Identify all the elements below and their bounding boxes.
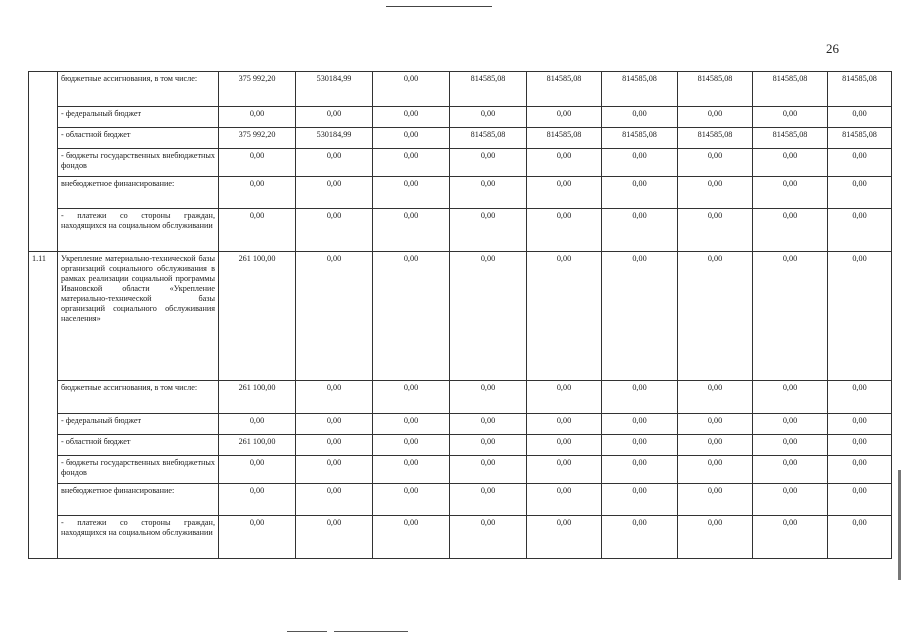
table-row [29, 435, 892, 456]
value-cell: 0,00 [678, 516, 753, 559]
value-cell: 0,00 [602, 435, 678, 456]
table-row [29, 414, 892, 435]
value-cell: 0,00 [219, 456, 296, 484]
value-cell: 0,00 [296, 456, 373, 484]
value-cell: 0,00 [373, 484, 450, 516]
value-cell: 0,00 [753, 252, 828, 381]
value-cell: 0,00 [219, 484, 296, 516]
value-cell: 0,00 [219, 414, 296, 435]
row-label: - областной бюджет [58, 128, 219, 149]
value-cell: 0,00 [373, 149, 450, 177]
value-cell: 0,00 [527, 149, 602, 177]
value-cell: 0,00 [527, 381, 602, 414]
value-cell: 0,00 [678, 177, 753, 209]
value-cell: 0,00 [753, 209, 828, 252]
value-cell: 0,00 [450, 456, 527, 484]
value-cell: 0,00 [527, 414, 602, 435]
value-cell: 0,00 [373, 456, 450, 484]
value-cell: 814585,08 [602, 72, 678, 107]
table-row [29, 516, 892, 559]
value-cell: 814585,08 [450, 72, 527, 107]
value-cell: 0,00 [373, 381, 450, 414]
value-cell: 0,00 [296, 516, 373, 559]
value-cell: 0,00 [450, 177, 527, 209]
value-cell: 530184,99 [296, 128, 373, 149]
table-row [29, 484, 892, 516]
value-cell: 814585,08 [450, 128, 527, 149]
table-row [29, 72, 892, 107]
value-cell: 0,00 [678, 149, 753, 177]
value-cell: 814585,08 [602, 128, 678, 149]
value-cell: 0,00 [602, 516, 678, 559]
value-cell: 0,00 [678, 252, 753, 381]
value-cell: 0,00 [753, 456, 828, 484]
value-cell: 814585,08 [678, 128, 753, 149]
value-cell: 0,00 [828, 177, 892, 209]
value-cell: 0,00 [828, 252, 892, 381]
value-cell: 0,00 [296, 209, 373, 252]
value-cell: 0,00 [828, 381, 892, 414]
value-cell: 0,00 [678, 456, 753, 484]
value-cell: 0,00 [602, 414, 678, 435]
value-cell: 0,00 [602, 381, 678, 414]
budget-table-body [29, 72, 892, 559]
value-cell: 0,00 [296, 414, 373, 435]
row-label: - платежи со стороны граждан, находящихся на социальном обслуживании [58, 209, 219, 252]
table-row [29, 128, 892, 149]
value-cell: 0,00 [373, 128, 450, 149]
value-cell: 814585,08 [678, 72, 753, 107]
footer-rule-left [287, 631, 327, 632]
value-cell: 530184,99 [296, 72, 373, 107]
scan-edge-mark [898, 470, 901, 580]
value-cell: 0,00 [450, 252, 527, 381]
value-cell: 0,00 [373, 252, 450, 381]
value-cell: 0,00 [219, 177, 296, 209]
value-cell: 0,00 [678, 414, 753, 435]
value-cell: 0,00 [602, 149, 678, 177]
row-label: бюджетные ассигнования, в том числе: [58, 72, 219, 107]
value-cell: 0,00 [450, 516, 527, 559]
value-cell: 0,00 [527, 177, 602, 209]
value-cell: 0,00 [828, 414, 892, 435]
value-cell: 0,00 [527, 209, 602, 252]
header-rule [386, 6, 492, 7]
value-cell: 0,00 [602, 456, 678, 484]
value-cell: 0,00 [296, 252, 373, 381]
value-cell: 0,00 [373, 177, 450, 209]
table-row [29, 149, 892, 177]
value-cell: 375 992,20 [219, 128, 296, 149]
value-cell: 0,00 [602, 484, 678, 516]
value-cell: 0,00 [753, 381, 828, 414]
value-cell: 0,00 [219, 516, 296, 559]
page-number: 26 [826, 41, 839, 56]
value-cell: 0,00 [219, 149, 296, 177]
row-index [29, 72, 58, 252]
value-cell: 261 100,00 [219, 252, 296, 381]
value-cell: 0,00 [450, 435, 527, 456]
value-cell: 375 992,20 [219, 72, 296, 107]
table-row [29, 381, 892, 414]
table-row [29, 209, 892, 252]
value-cell: 0,00 [373, 72, 450, 107]
value-cell: 0,00 [296, 484, 373, 516]
value-cell: 0,00 [753, 177, 828, 209]
row-label: внебюджетное финансирование: [58, 177, 219, 209]
value-cell: 0,00 [373, 414, 450, 435]
value-cell: 0,00 [828, 484, 892, 516]
row-label: - платежи со стороны граждан, находящихся на социальном обслуживании [58, 516, 219, 559]
value-cell: 0,00 [527, 484, 602, 516]
value-cell: 0,00 [527, 252, 602, 381]
value-cell: 814585,08 [527, 72, 602, 107]
value-cell: 0,00 [753, 149, 828, 177]
value-cell: 0,00 [753, 435, 828, 456]
value-cell: 0,00 [828, 456, 892, 484]
value-cell: 0,00 [527, 516, 602, 559]
value-cell: 0,00 [450, 484, 527, 516]
row-label: Укрепление материально-технической базы организаций социального обслуживания в рамках реализации социальной программы Ивановской области «Укрепление материально-технической базы организаций социального обслуживания населения» [58, 252, 219, 381]
value-cell: 0,00 [678, 435, 753, 456]
value-cell: 0,00 [753, 484, 828, 516]
row-label: - федеральный бюджет [58, 107, 219, 128]
value-cell: 0,00 [678, 107, 753, 128]
value-cell: 0,00 [828, 435, 892, 456]
value-cell: 0,00 [602, 209, 678, 252]
row-index: 1.11 [29, 252, 58, 559]
value-cell: 0,00 [678, 381, 753, 414]
footer-rule-right [334, 631, 408, 632]
value-cell: 0,00 [450, 381, 527, 414]
value-cell: 261 100,00 [219, 381, 296, 414]
value-cell: 261 100,00 [219, 435, 296, 456]
value-cell: 814585,08 [753, 128, 828, 149]
table-row [29, 252, 892, 381]
value-cell: 0,00 [828, 107, 892, 128]
value-cell: 0,00 [678, 209, 753, 252]
table-row [29, 107, 892, 128]
value-cell: 0,00 [450, 107, 527, 128]
budget-table [28, 71, 892, 559]
row-label: бюджетные ассигнования, в том числе: [58, 381, 219, 414]
value-cell: 0,00 [373, 435, 450, 456]
value-cell: 0,00 [296, 435, 373, 456]
value-cell: 0,00 [296, 149, 373, 177]
table-row [29, 177, 892, 209]
value-cell: 0,00 [296, 177, 373, 209]
row-label: - бюджеты государственных внебюджетных фондов [58, 456, 219, 484]
value-cell: 814585,08 [828, 72, 892, 107]
value-cell: 0,00 [373, 107, 450, 128]
value-cell: 0,00 [602, 177, 678, 209]
value-cell: 0,00 [527, 107, 602, 128]
value-cell: 0,00 [828, 209, 892, 252]
value-cell: 0,00 [219, 107, 296, 128]
value-cell: 0,00 [753, 107, 828, 128]
value-cell: 0,00 [373, 209, 450, 252]
value-cell: 0,00 [527, 435, 602, 456]
value-cell: 0,00 [602, 252, 678, 381]
table-row [29, 456, 892, 484]
value-cell: 0,00 [219, 209, 296, 252]
value-cell: 0,00 [602, 107, 678, 128]
value-cell: 814585,08 [527, 128, 602, 149]
value-cell: 0,00 [828, 516, 892, 559]
value-cell: 0,00 [296, 107, 373, 128]
row-label: - бюджеты государственных внебюджетных фондов [58, 149, 219, 177]
value-cell: 0,00 [450, 209, 527, 252]
value-cell: 0,00 [527, 456, 602, 484]
value-cell: 0,00 [753, 516, 828, 559]
value-cell: 0,00 [450, 414, 527, 435]
row-label: внебюджетное финансирование: [58, 484, 219, 516]
value-cell: 0,00 [296, 381, 373, 414]
value-cell: 814585,08 [753, 72, 828, 107]
value-cell: 0,00 [753, 414, 828, 435]
value-cell: 0,00 [450, 149, 527, 177]
value-cell: 814585,08 [828, 128, 892, 149]
value-cell: 0,00 [678, 484, 753, 516]
row-label: - областной бюджет [58, 435, 219, 456]
value-cell: 0,00 [828, 149, 892, 177]
value-cell: 0,00 [373, 516, 450, 559]
row-label: - федеральный бюджет [58, 414, 219, 435]
